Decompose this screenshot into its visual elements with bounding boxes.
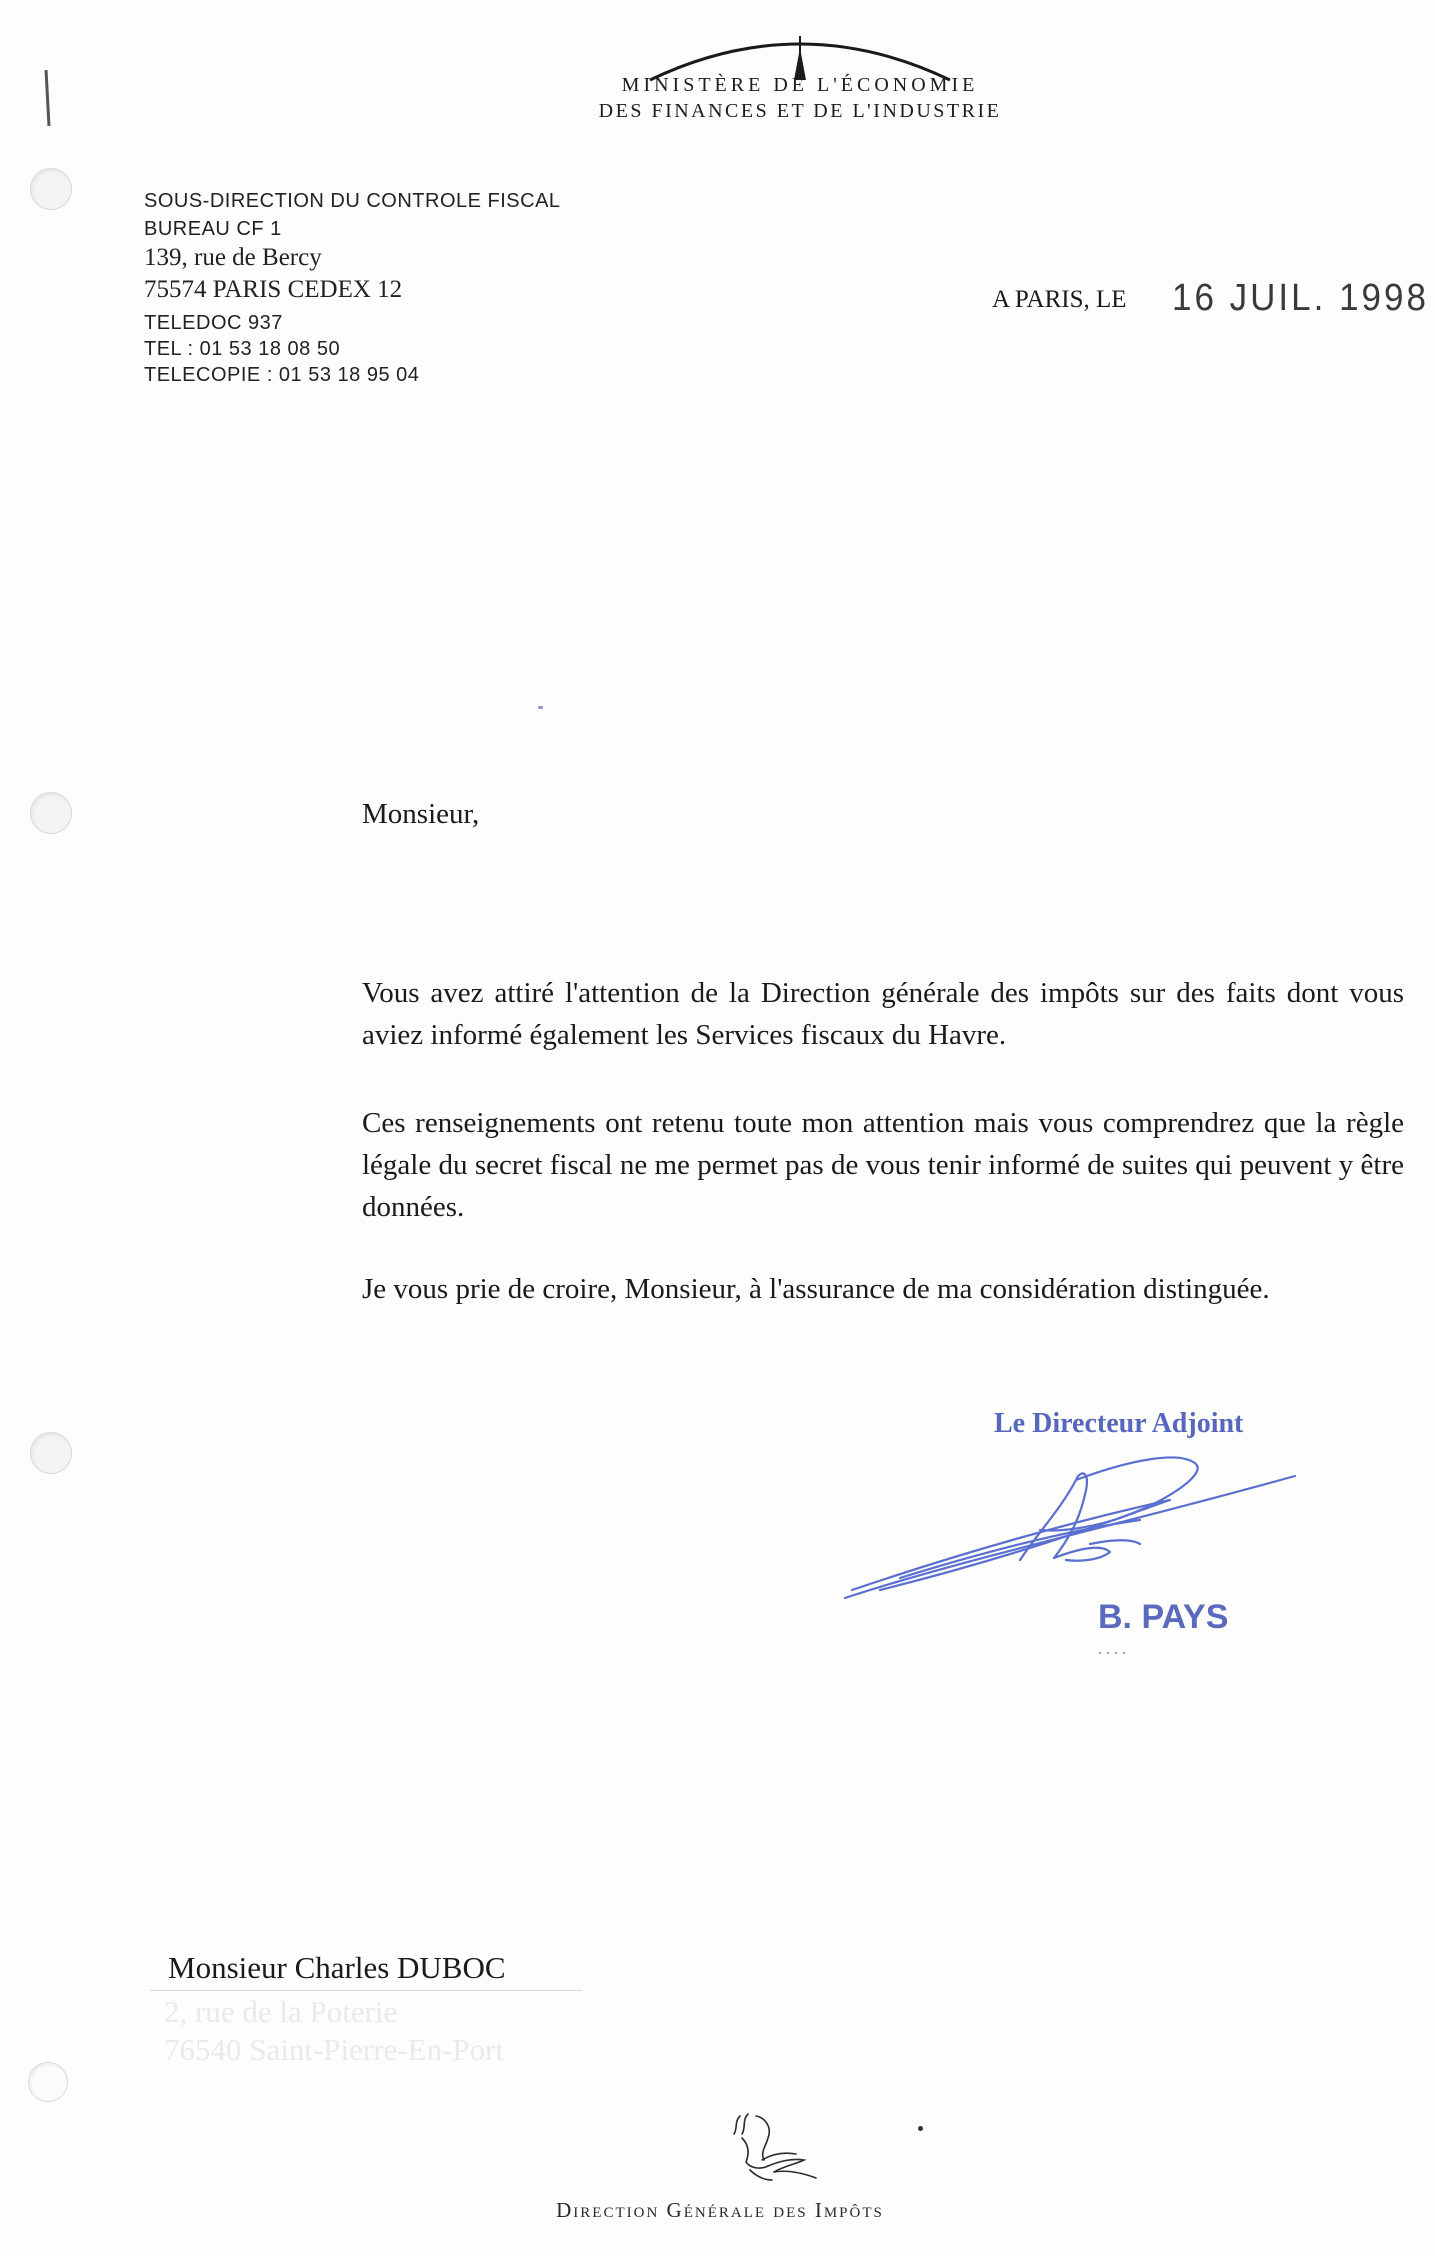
punch-hole	[30, 792, 72, 834]
punch-hole	[30, 1432, 72, 1474]
handwritten-signature	[840, 1440, 1300, 1610]
stamp-residue	[1096, 1650, 1136, 1656]
ink-speck	[918, 2126, 923, 2131]
body-paragraph: Vous avez attiré l'attention de la Direction générale des impôts sur des faits dont vous aviez informé également les Services fiscaux du Havre.	[362, 977, 1404, 1051]
sender-city: 75574 PARIS CEDEX 12	[144, 276, 403, 303]
date-prefix: A PARIS, LE	[992, 286, 1127, 313]
punch-hole	[30, 168, 72, 210]
body-paragraph: Ces renseignements ont retenu toute mon attention mais vous comprendrez que la règle légale du secret fiscal ne me permet pas de vous tenir informé de suites qui peuvent y être données.	[362, 1107, 1404, 1223]
date-stamp: 16 JUIL. 1998	[1172, 276, 1429, 319]
footer-organization: Direction Générale des Impôts	[556, 2198, 884, 2222]
signatory-name-stamp: B. PAYS	[1098, 1598, 1229, 1636]
sender-bureau: BUREAU CF 1	[144, 218, 282, 240]
ministry-name-line1: MINISTÈRE DE L'ÉCONOMIE	[621, 74, 979, 96]
sender-fax: TELECOPIE : 01 53 18 95 04	[144, 364, 420, 386]
sender-phone: TEL : 01 53 18 08 50	[144, 338, 341, 360]
recipient-address-line1: 2, rue de la Poterie	[164, 1994, 398, 2029]
recipient-address-line2: 76540 Saint-Pierre-En-Port	[164, 2032, 505, 2067]
punch-hole	[28, 2062, 68, 2102]
margin-pen-stroke	[45, 70, 51, 126]
divider	[150, 1990, 582, 1991]
dgi-emblem-icon	[720, 2108, 830, 2184]
sender-department: SOUS-DIRECTION DU CONTROLE FISCAL	[144, 190, 561, 212]
ministry-name-line2: DES FINANCES ET DE L'INDUSTRIE	[598, 100, 1002, 122]
sender-street: 139, rue de Bercy	[144, 244, 322, 271]
sender-teledoc: TELEDOC 937	[144, 312, 283, 334]
recipient-name: Monsieur Charles DUBOC	[168, 1950, 506, 1985]
ink-speck	[538, 706, 543, 709]
signatory-title-stamp: Le Directeur Adjoint	[994, 1408, 1244, 1439]
body-paragraph: Je vous prie de croire, Monsieur, à l'assurance de ma considération distinguée.	[362, 1273, 1270, 1305]
salutation: Monsieur,	[362, 798, 480, 830]
